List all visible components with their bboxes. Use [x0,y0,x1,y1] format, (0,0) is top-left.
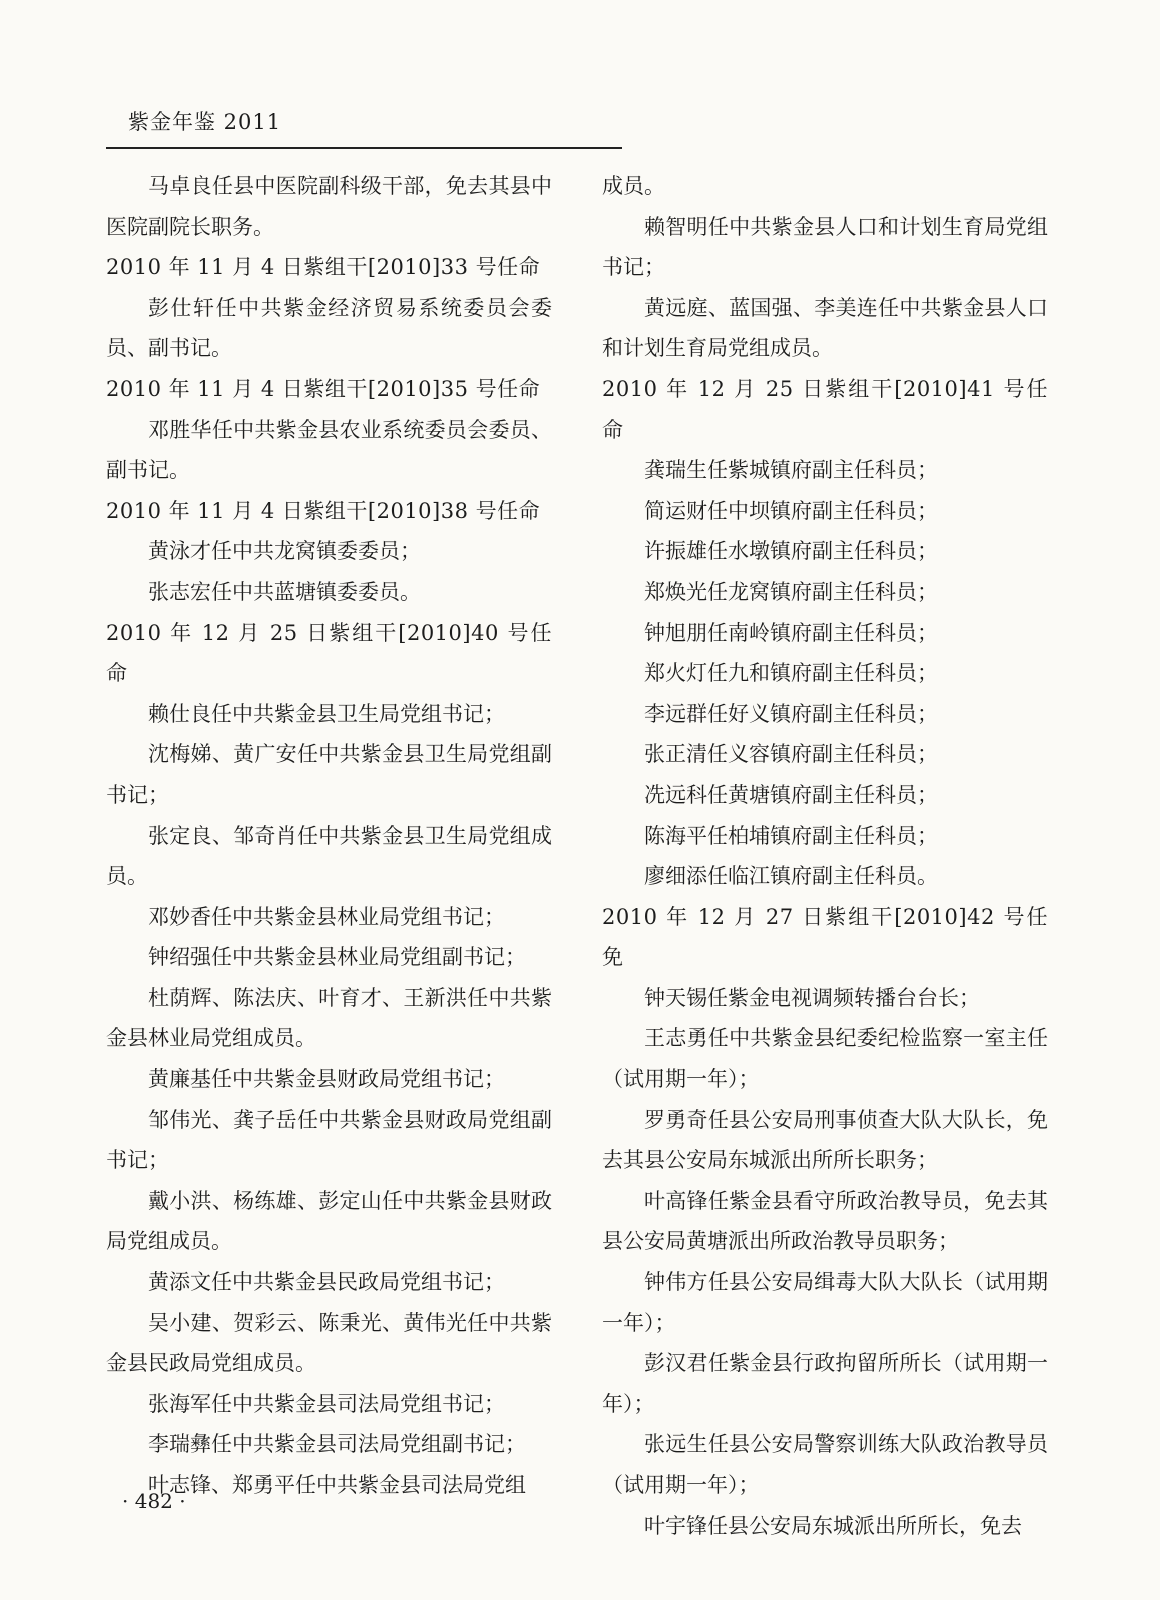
paragraph: 邹伟光、龚子岳任中共紫金县财政局党组副书记； [106,1107,552,1173]
appointment-item: 张海军任中共紫金县司法局党组书记； [148,1391,505,1416]
appointment-item: 陈海平任柏埔镇府副主任科员； [644,823,938,848]
page-number: · 482 · [122,1489,186,1513]
paragraph: 邓胜华任中共紫金县农业系统委员会委员、副书记。 [106,417,552,483]
paragraph: 叶志锋、郑勇平任中共紫金县司法局党组 [148,1473,526,1497]
paragraph: 沈梅娣、黄广安任中共紫金县卫生局党组副书记； [106,742,552,807]
appointment-item: 廖细添任临江镇府副主任科员。 [644,864,938,889]
appointment-item: 黄泳才任中共龙窝镇委委员； [148,539,421,564]
header-rule [106,147,622,149]
paragraph: 赖智明任中共紫金县人口和计划生育局党组书记； [602,214,1048,280]
paragraph: 马卓良任县中医院副科级干部，免去其县中医院副院长职务。 [106,174,552,239]
paragraph: 罗勇奇任县公安局刑事侦查大队大队长，免去其县公安局东城派出所所长职务； [602,1107,1048,1173]
appointment-item: 钟旭朋任南岭镇府副主任科员； [644,620,938,645]
paragraph: 王志勇任中共紫金县纪委纪检监察一室主任（试用期一年）； [602,1026,1048,1092]
appointment-item: 黄添文任中共紫金县民政局党组书记； [148,1270,505,1295]
appointment-item: 郑焕光任龙窝镇府副主任科员； [644,579,938,604]
appointment-item: 赖仕良任中共紫金县卫生局党组书记； [148,701,505,726]
appointment-item: 李瑞彝任中共紫金县司法局党组副书记； [148,1432,526,1457]
appointment-heading: 2010 年 11 月 4 日紫组干[2010]38 号任命 [106,498,541,523]
paragraph: 钟伟方任县公安局缉毒大队大队长（试用期一年）； [602,1270,1048,1335]
paragraph: 黄远庭、蓝国强、李美连任中共紫金县人口和计划生育局党组成员。 [602,295,1048,361]
paragraph-continuation: 成员。 [602,174,665,198]
appointment-item: 张志宏任中共蓝塘镇委委员。 [148,579,421,604]
left-column [106,166,552,1506]
appointment-item: 简运财任中坝镇府副主任科员； [644,498,938,523]
paragraph: 叶宇锋任县公安局东城派出所所长，免去 [644,1513,1022,1538]
paragraph: 彭汉君任紫金县行政拘留所所长（试用期一年）； [602,1351,1048,1416]
right-column [602,166,1048,1546]
paragraph: 张定良、邹奇肖任中共紫金县卫生局党组成员。 [106,823,552,889]
appointment-heading: 2010 年 12 月 25 日紫组干[2010]40 号任命 [106,620,552,686]
appointment-heading: 2010 年 11 月 4 日紫组干[2010]35 号任命 [106,376,541,401]
paragraph: 叶高锋任紫金县看守所政治教导员，免去其县公安局黄塘派出所政治教导员职务； [602,1188,1048,1254]
appointment-item: 李远群任好义镇府副主任科员； [644,701,938,726]
appointment-item: 冼远科任黄塘镇府副主任科员； [644,782,938,807]
appointment-item: 张正清任义容镇府副主任科员； [644,742,938,767]
running-header: 紫金年鉴 2011 [128,110,282,134]
appointment-item: 钟绍强任中共紫金县林业局党组副书记； [148,945,526,970]
appointment-heading: 2010 年 11 月 4 日紫组干[2010]33 号任命 [106,255,541,280]
paragraph: 张远生任县公安局警察训练大队政治教导员（试用期一年）； [602,1432,1048,1497]
appointment-item: 钟天锡任紫金电视调频转播台台长； [644,985,980,1010]
appointment-item: 邓妙香任中共紫金县林业局党组书记； [148,904,505,929]
appointment-item: 龚瑞生任紫城镇府副主任科员； [644,458,938,483]
paragraph: 彭仕轩任中共紫金经济贸易系统委员会委员、副书记。 [106,295,552,361]
paragraph: 吴小建、贺彩云、陈秉光、黄伟光任中共紫金县民政局党组成员。 [106,1310,552,1376]
paragraph: 杜荫辉、陈法庆、叶育才、王新洪任中共紫金县林业局党组成员。 [106,985,552,1051]
appointment-item: 黄廉基任中共紫金县财政局党组书记； [148,1067,505,1092]
appointment-item: 许振雄任水墩镇府副主任科员； [644,539,938,564]
paragraph: 戴小洪、杨练雄、彭定山任中共紫金县财政局党组成员。 [106,1188,552,1254]
appointment-heading: 2010 年 12 月 27 日紫组干[2010]42 号任免 [602,904,1048,970]
appointment-item: 郑火灯任九和镇府副主任科员； [644,661,938,686]
appointment-heading: 2010 年 12 月 25 日紫组干[2010]41 号任命 [602,376,1048,442]
